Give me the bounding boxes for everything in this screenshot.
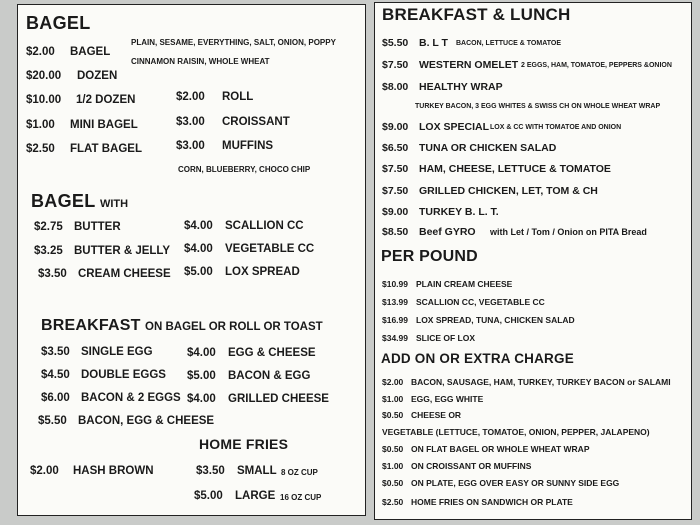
- section-title-breakfast: [41, 317, 323, 335]
- item-name: FLAT BAGEL: [70, 143, 142, 155]
- item-price: $9.00: [382, 121, 409, 133]
- item-size: 16 OZ CUP: [280, 493, 322, 502]
- item-price: $1.00: [382, 394, 404, 404]
- section-title-bagel: BAGEL: [26, 13, 91, 33]
- item-price: $5.50: [38, 415, 67, 427]
- item-name: EGG & CHEESE: [228, 347, 316, 359]
- item-name: CREAM CHEESE: [78, 268, 171, 280]
- item-price: $3.50: [38, 268, 67, 280]
- item-price: $4.00: [184, 243, 213, 255]
- item-name: HAM, CHEESE, LETTUCE & TOMATOE: [419, 163, 611, 175]
- item-price: $20.00: [26, 70, 62, 82]
- item-name: EGG, EGG WHITE: [411, 394, 484, 404]
- item-size: 8 OZ CUP: [281, 468, 318, 477]
- item-name: LARGE: [235, 490, 276, 502]
- item-name: ROLL: [222, 91, 254, 103]
- item-name: CHEESE OR: [411, 410, 462, 420]
- item-price: $3.00: [176, 116, 205, 128]
- item-price: $5.00: [184, 266, 213, 278]
- item-price: $16.99: [382, 315, 408, 325]
- item-name: ON PLATE, EGG OVER EASY OR SUNNY SIDE EGG: [411, 478, 620, 488]
- item-name: BACON, SAUSAGE, HAM, TURKEY, TURKEY BACON or SALAMI: [411, 377, 671, 387]
- item-price: $5.00: [187, 370, 216, 382]
- item-note: LOX & CC WITH TOMATOE AND ONION: [490, 124, 622, 131]
- item-name: TUNA OR CHICKEN SALAD: [419, 142, 557, 154]
- section-title-add-on: ADD ON OR EXTRA CHARGE: [381, 351, 574, 366]
- item-name: WESTERN OMELET: [419, 59, 519, 71]
- item-price: $2.75: [34, 221, 63, 233]
- item-name: ON CROISSANT OR MUFFINS: [411, 461, 532, 471]
- item-price: $4.00: [187, 347, 216, 359]
- item-name: BUTTER: [74, 221, 121, 233]
- item-price: $0.50: [382, 444, 404, 454]
- item-name: MUFFINS: [222, 140, 274, 152]
- item-note: BACON, LETTUCE & TOMATOE: [456, 40, 561, 47]
- item-price: $7.50: [382, 185, 409, 197]
- item-name: Beef GYRO: [419, 226, 476, 238]
- item-price: $8.50: [382, 226, 409, 238]
- item-name: SLICE OF LOX: [416, 333, 476, 343]
- item-name: HASH BROWN: [73, 465, 154, 477]
- item-name: VEGETABLE (LETTUCE, TOMATOE, ONION, PEPPER, JALAPENO): [382, 427, 650, 437]
- item-name: HOME FRIES ON SANDWICH OR PLATE: [411, 497, 573, 507]
- item-price: $4.00: [184, 220, 213, 232]
- item-note: with Let / Tom / Onion on PITA Bread: [490, 227, 647, 237]
- item-price: $2.50: [382, 497, 404, 507]
- item-price: $13.99: [382, 297, 408, 307]
- item-price: $7.50: [382, 163, 409, 175]
- item-price: $34.99: [382, 333, 408, 343]
- item-name: HEALTHY WRAP: [419, 81, 503, 93]
- item-name: GRILLED CHICKEN, LET, TOM & CH: [419, 185, 598, 197]
- item-name: LOX SPREAD: [225, 266, 300, 278]
- item-price: $6.00: [41, 392, 70, 404]
- item-price: $3.25: [34, 245, 63, 257]
- item-name: DOUBLE EGGS: [81, 369, 166, 381]
- item-price: $2.00: [26, 46, 55, 58]
- item-name: BAGEL: [70, 46, 111, 58]
- section-title-bagel-with: [31, 191, 128, 212]
- menu-page-right: [374, 2, 692, 520]
- item-name: PLAIN CREAM CHEESE: [416, 279, 513, 289]
- item-name: SINGLE EGG: [81, 346, 153, 358]
- item-price: $6.50: [382, 142, 409, 154]
- bagel-flavors-note-2: CINNAMON RAISIN, WHOLE WHEAT: [131, 57, 270, 66]
- item-price: $3.50: [41, 346, 70, 358]
- item-name: SMALL: [237, 465, 277, 477]
- item-price: $9.00: [382, 206, 409, 218]
- item-name: SCALLION CC, VEGETABLE CC: [416, 297, 545, 307]
- item-name: GRILLED CHEESE: [228, 393, 329, 405]
- item-name: LOX SPREAD, TUNA, CHICKEN SALAD: [416, 315, 575, 325]
- item-price: $10.99: [382, 279, 408, 289]
- item-name: VEGETABLE CC: [225, 243, 315, 255]
- item-name: BACON, EGG & CHEESE: [78, 415, 215, 427]
- item-name: DOZEN: [77, 70, 118, 82]
- item-price: $5.00: [194, 490, 223, 502]
- muffin-flavors-note: CORN, BLUEBERRY, CHOCO CHIP: [178, 165, 311, 174]
- item-name: BACON & EGG: [228, 370, 311, 382]
- item-name: LOX SPECIAL: [419, 121, 490, 133]
- bagel-flavors-note: PLAIN, SESAME, EVERYTHING, SALT, ONION, POPPY: [131, 38, 336, 47]
- item-name: CROISSANT: [222, 116, 290, 128]
- item-price: $2.00: [382, 377, 404, 387]
- section-title-home-fries: HOME FRIES: [199, 436, 289, 452]
- item-price: $7.50: [382, 59, 409, 71]
- item-price: $3.00: [176, 140, 205, 152]
- section-title-suffix: WITH: [99, 198, 129, 210]
- item-price: $8.00: [382, 81, 409, 93]
- menu-page-left: [17, 4, 366, 516]
- item-name: 1/2 DOZEN: [76, 94, 136, 106]
- section-title-suffix: ON BAGEL OR ROLL OR TOAST: [145, 321, 323, 333]
- item-price: $0.50: [382, 410, 404, 420]
- section-title-per-pound: PER POUND: [381, 248, 478, 265]
- item-price: $2.00: [30, 465, 59, 477]
- item-name: BACON & 2 EGGS: [81, 392, 181, 404]
- section-title-breakfast-lunch: BREAKFAST & LUNCH: [382, 5, 571, 24]
- item-name: MINI BAGEL: [70, 119, 138, 131]
- item-price: $0.50: [382, 478, 404, 488]
- item-price: $3.50: [196, 465, 225, 477]
- section-title-text: BAGEL: [31, 191, 96, 211]
- section-title-text: BREAKFAST: [41, 317, 141, 334]
- item-name: B. L T: [419, 37, 448, 49]
- wrap-note: TURKEY BACON, 3 EGG WHITES & SWISS CH ON WHOLE WHEAT WRAP: [415, 103, 661, 110]
- item-price: $2.50: [26, 143, 55, 155]
- item-name: BUTTER & JELLY: [74, 245, 171, 257]
- item-name: SCALLION CC: [225, 220, 304, 232]
- item-price: $2.00: [176, 91, 205, 103]
- item-price: $10.00: [26, 94, 62, 106]
- item-price: $1.00: [26, 119, 55, 131]
- item-price: $5.50: [382, 37, 409, 49]
- item-name: TURKEY B. L. T.: [419, 206, 499, 218]
- item-price: $4.00: [187, 393, 216, 405]
- item-name: ON FLAT BAGEL OR WHOLE WHEAT WRAP: [411, 444, 590, 454]
- item-price: $1.00: [382, 461, 404, 471]
- item-price: $4.50: [41, 369, 70, 381]
- item-note: 2 EGGS, HAM, TOMATOE, PEPPERS &ONION: [521, 62, 672, 69]
